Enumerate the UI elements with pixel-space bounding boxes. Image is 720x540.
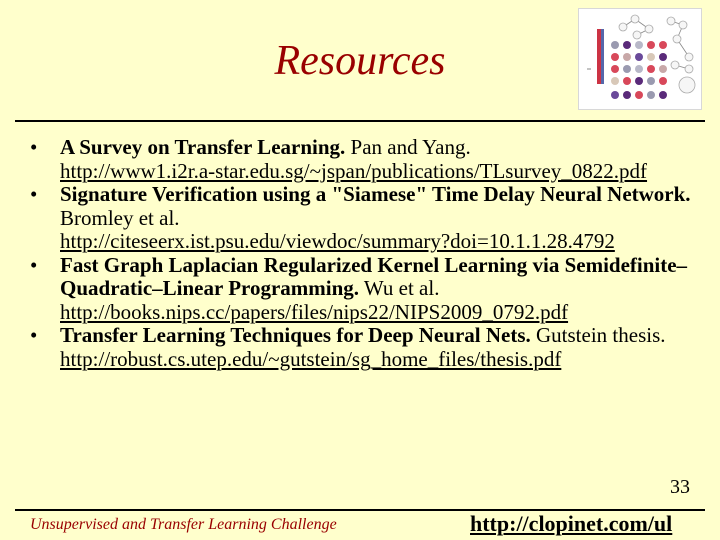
reference-link[interactable]: http://citeseerx.ist.psu.edu/viewdoc/summary?doi=10.1.1.28.4792 xyxy=(60,229,615,253)
bullet-icon: • xyxy=(30,323,38,347)
reference-link[interactable]: http://www1.i2r.a-star.edu.sg/~jspan/publications/TLsurvey_0822.pdf xyxy=(60,158,648,183)
reference-title: Signature Verification using a "Siamese" Time Delay Neural Network. xyxy=(60,182,691,206)
reference-item xyxy=(30,254,700,325)
title-divider xyxy=(15,120,705,122)
reference-title: Transfer Learning Techniques for Deep Neural Nets. xyxy=(60,323,531,347)
reference-list xyxy=(30,136,700,371)
bullet-icon: • xyxy=(30,135,38,159)
bullet-icon: • xyxy=(30,182,38,206)
reference-item xyxy=(30,324,700,371)
reference-authors: Pan and Yang. xyxy=(345,135,471,159)
page-number: 33 xyxy=(670,476,690,498)
reference-authors: Wu et al. xyxy=(359,276,440,300)
reference-authors: Gutstein thesis. xyxy=(530,323,666,347)
clustered-dots-network-icon xyxy=(579,9,701,109)
reference-link[interactable]: http://books.nips.cc/papers/files/nips22/NIPS2009_0792.pdf xyxy=(60,299,569,324)
logo-image xyxy=(578,8,702,110)
bullet-icon: • xyxy=(30,252,38,277)
reference-item xyxy=(30,183,700,254)
footer-title: Unsupervised and Transfer Learning Challenge xyxy=(30,516,337,533)
footer-link[interactable]: http://clopinet.com/ul xyxy=(470,511,673,536)
reference-title: A Survey on Transfer Learning. xyxy=(60,135,346,159)
reference-item xyxy=(30,136,700,183)
reference-authors: Bromley et al. xyxy=(60,205,180,230)
slide-title: Resources xyxy=(274,38,446,84)
reference-link[interactable]: http://robust.cs.utep.edu/~gutstein/sg_home_files/thesis.pdf xyxy=(60,346,562,371)
reference-title: Fast Graph Laplacian Regularized Kernel Learning via Semidefinite–Quadratic–Linear Programming. xyxy=(60,252,688,300)
